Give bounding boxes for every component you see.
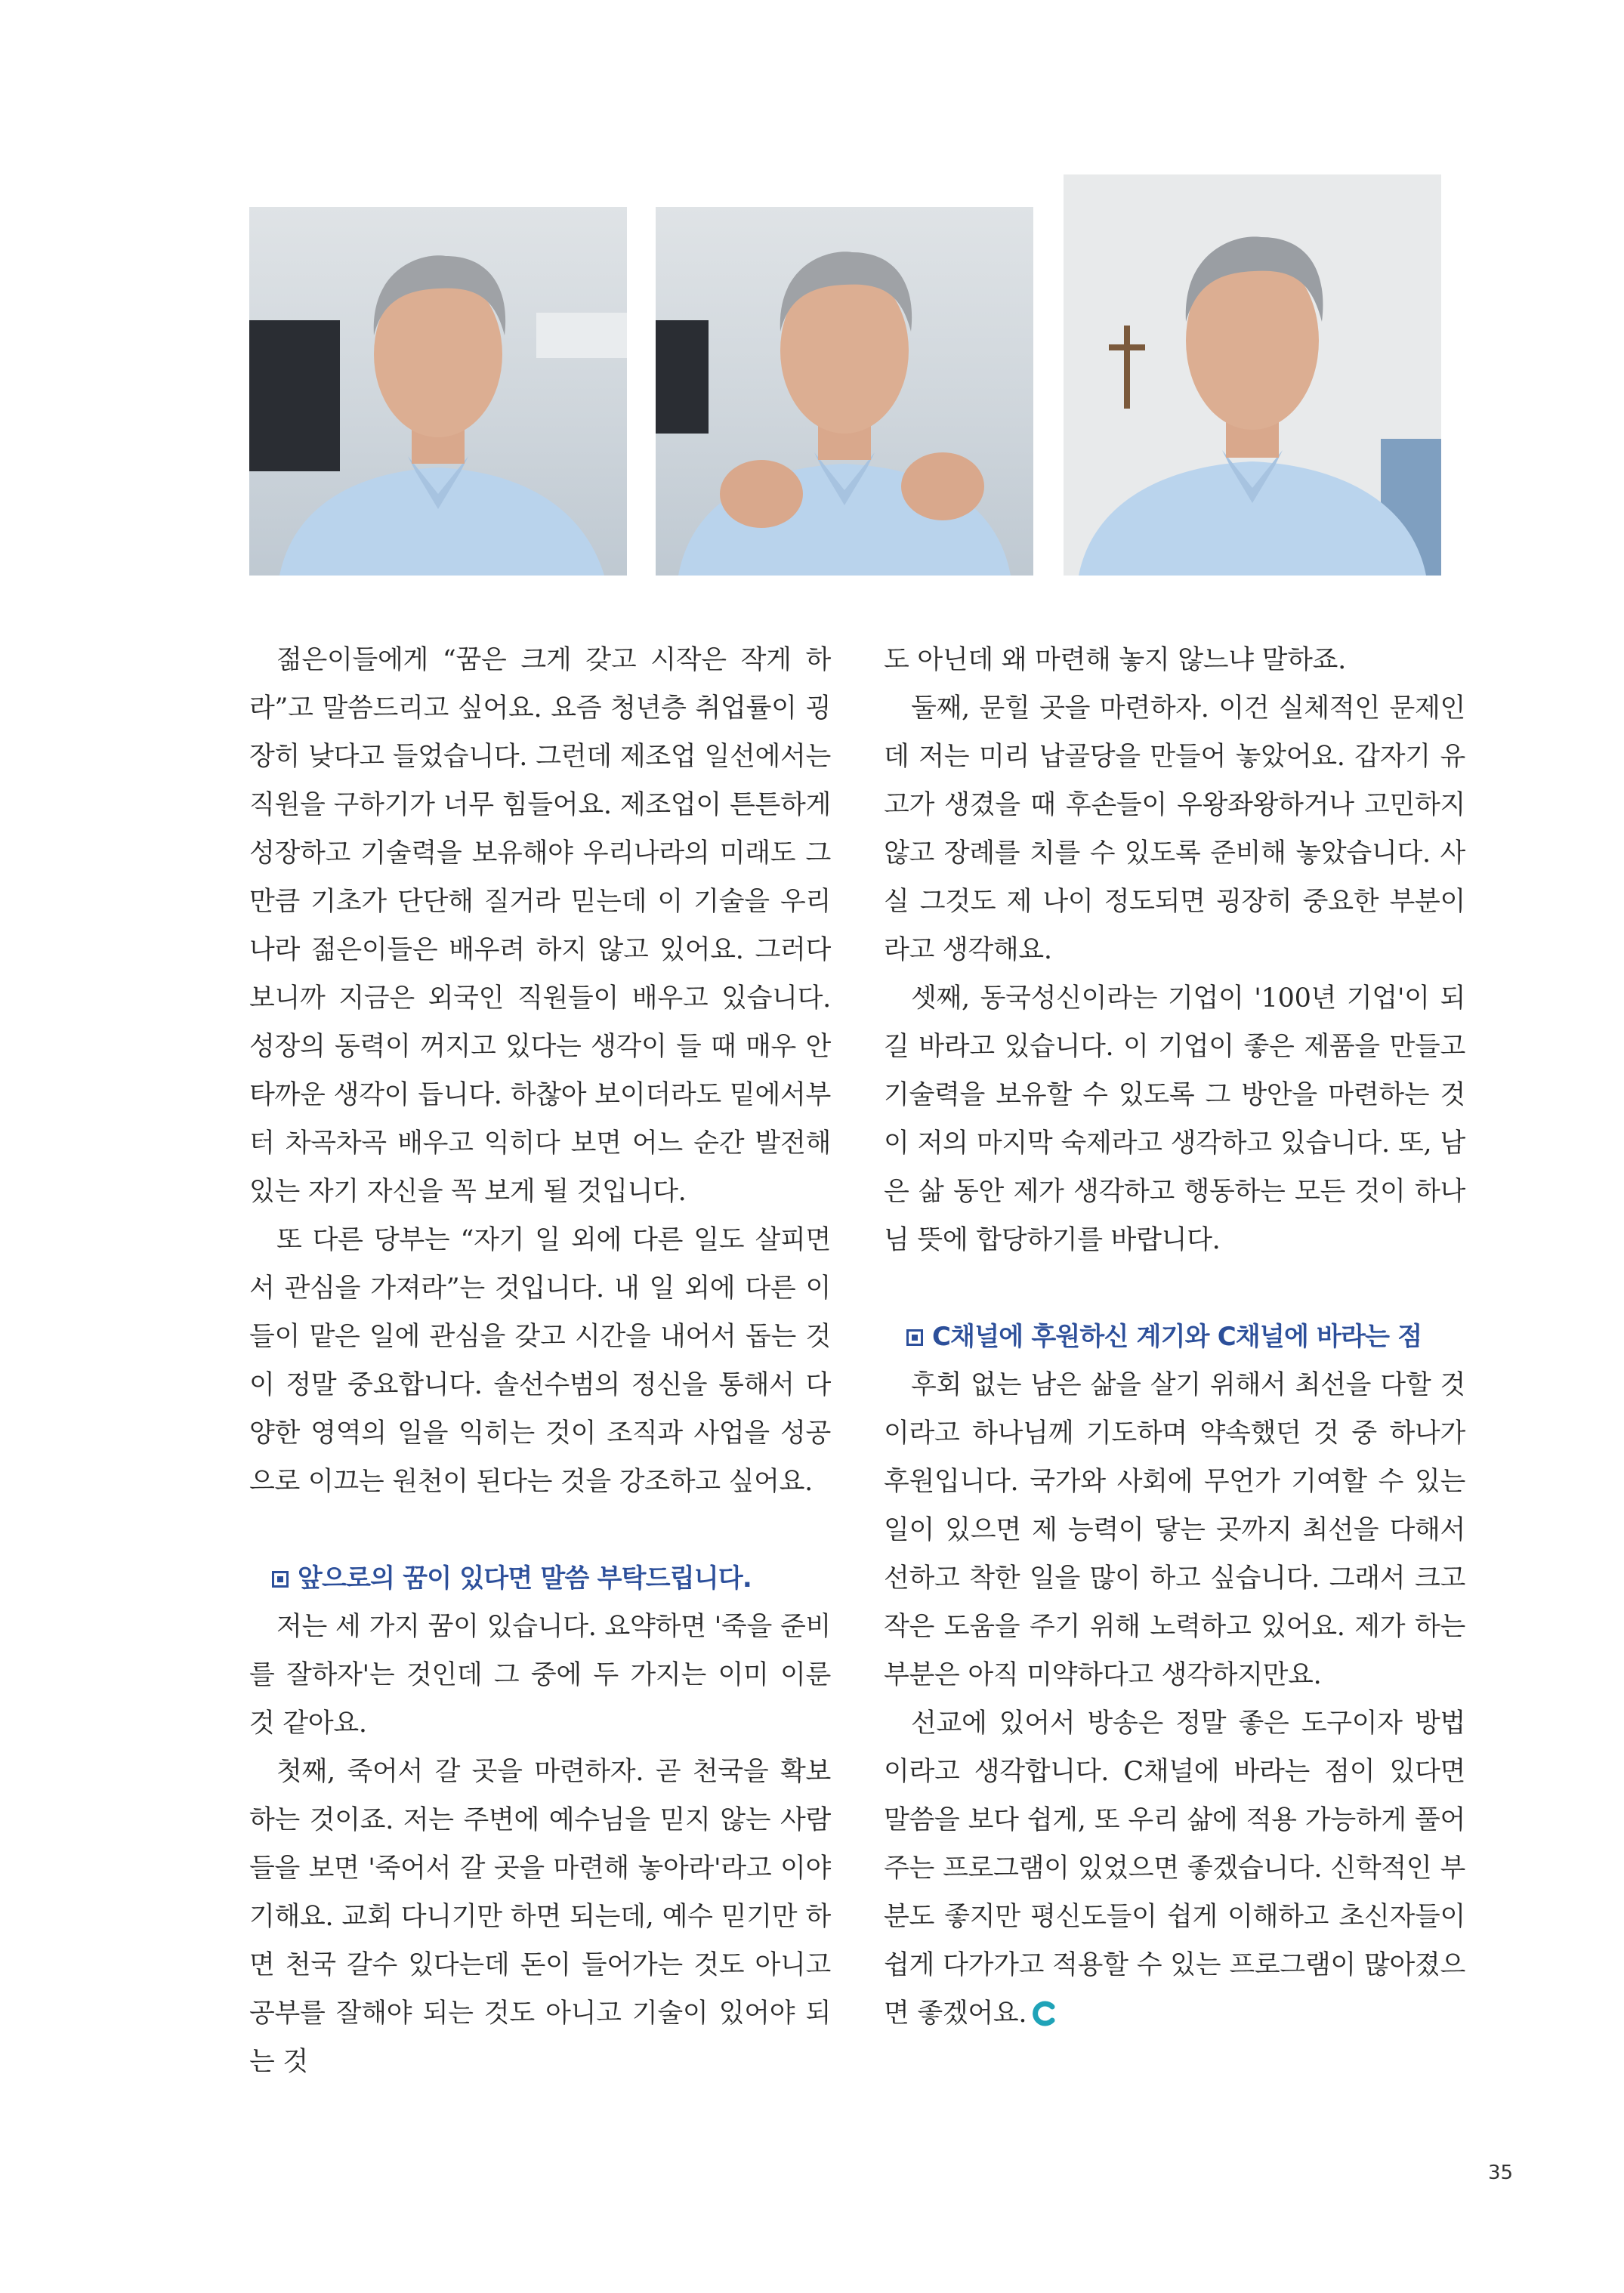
left-column [249, 636, 831, 2086]
section-heading [884, 1313, 1465, 1361]
photo-man-speaking-1 [249, 207, 627, 576]
portrait-photo-icon [249, 207, 627, 576]
photo-man-side-view [1064, 174, 1441, 576]
portrait-photo-icon [656, 207, 1033, 576]
paragraph: 첫째, 죽어서 갈 곳을 마련하자. 곧 천국을 확보하는 것이죠. 저는 주변에 예수님을 믿지 않는 사람들을 보면 '죽어서 갈 곳을 마련해 놓아라'라고 이야기해요. 교회 다니기만 하면 되는데, 예수 믿기만 하면 천국 갈수 있다는데 돈이 들어가는 것도 아니고 공부를 잘해야 되는 것도 아니고 기술이 있어야 되는 것 [249, 1757, 831, 2077]
square-bullet-icon [272, 1571, 289, 1588]
paragraph: 후회 없는 남은 삶을 살기 위해서 최선을 다할 것이라고 하나님께 기도하며 약속했던 것 중 하나가 후원입니다. 국가와 사회에 무언가 기여할 수 있는 일이 있으면 제 능력이 닿는 곳까지 최선을 다해서 선하고 착한 일을 많이 하고 싶습니다. 그래서 크고 작은 도움을 주기 위해 노력하고 있어요. 제가 하는 부분은 아직 미약하다고 생각하지만요. [884, 1370, 1465, 1690]
paragraph: 도 아닌데 왜 마련해 놓지 않느냐 말하죠. [884, 645, 1346, 675]
paragraph: 둘째, 문힐 곳을 마련하자. 이건 실체적인 문제인데 저는 미리 납골당을 만들어 놓았어요. 갑자기 유고가 생겼을 때 후손들이 우왕좌왕하거나 고민하지 않고 장례를 치를 수 있도록 준비해 놓았습니다. 사실 그것도 제 나이 정도되면 굉장히 중요한 부분이라고 생각해요. [884, 693, 1465, 965]
square-bullet-icon [906, 1329, 923, 1346]
c-channel-logo-icon [1031, 2001, 1057, 2026]
photo-man-gesturing [656, 207, 1033, 576]
section-heading-text: C채널에 후원하신 계기와 C채널에 바라는 점 [932, 1322, 1422, 1352]
page-number: 35 [1488, 2162, 1514, 2184]
paragraph-final [884, 1699, 1465, 2038]
paragraph: 또 다른 당부는 “자기 일 외에 다른 일도 살피면서 관심을 가져라”는 것입니다. 내 일 외에 다른 이들이 맡은 일에 관심을 갖고 시간을 내어서 돕는 것이 정말 중요합니다. 솔선수범의 정신을 통해서 다양한 영역의 일을 익히는 것이 조직과 사업을 성공으로 이끄는 원천이 된다는 것을 강조하고 싶어요. [249, 1225, 831, 1497]
section-heading [249, 1554, 831, 1603]
paragraph: 저는 세 가지 꿈이 있습니다. 요약하면 '죽을 준비를 잘하자'는 것인데 그 중에 두 가지는 이미 이룬 것 같아요. [249, 1612, 831, 1739]
paragraph-text: 선교에 있어서 방송은 정말 좋은 도구이자 방법이라고 생각합니다. C채널에 바라는 점이 있다면 말씀을 보다 쉽게, 또 우리 삶에 적용 가능하게 풀어주는 프로그램이 있었으면 좋겠습니다. 신학적인 부분도 좋지만 평신도들이 쉽게 이해하고 초신자들이 쉽게 다가가고 적용할 수 있는 프로그램이 많아졌으면 좋겠어요. [884, 1708, 1465, 2029]
paragraph: 셋째, 동국성신이라는 기업이 '100년 기업'이 되길 바라고 있습니다. 이 기업이 좋은 제품을 만들고 기술력을 보유할 수 있도록 그 방안을 마련하는 것이 저의 마지막 숙제라고 생각하고 있습니다. 또, 남은 삶 동안 제가 생각하고 행동하는 모든 것이 하나님 뜻에 합당하기를 바랍니다. [884, 983, 1465, 1255]
section-heading-text: 앞으로의 꿈이 있다면 말씀 부탁드립니다. [298, 1563, 752, 1594]
portrait-photo-icon [1064, 174, 1441, 576]
right-column [884, 636, 1465, 2038]
paragraph: 젊은이들에게 “꿈은 크게 갖고 시작은 작게 하라”고 말씀드리고 싶어요. 요즘 청년층 취업률이 굉장히 낮다고 들었습니다. 그런데 제조업 일선에서는 직원을 구하기가 너무 힘들어요. 제조업이 튼튼하게 성장하고 기술력을 보유해야 우리나라의 미래도 그만큼 기초가 단단해 질거라 믿는데 이 기술을 우리나라 젊은이들은 배우려 하지 않고 있어요. 그러다 보니까 지금은 외국인 직원들이 배우고 있습니다. 성장의 동력이 꺼지고 있다는 생각이 들 때 매우 안타까운 생각이 듭니다. 하찮아 보이더라도 밑에서부터 차곡차곡 배우고 익히다 보면 어느 순간 발전해 있는 자기 자신을 꼭 보게 될 것입니다. [249, 645, 831, 1207]
